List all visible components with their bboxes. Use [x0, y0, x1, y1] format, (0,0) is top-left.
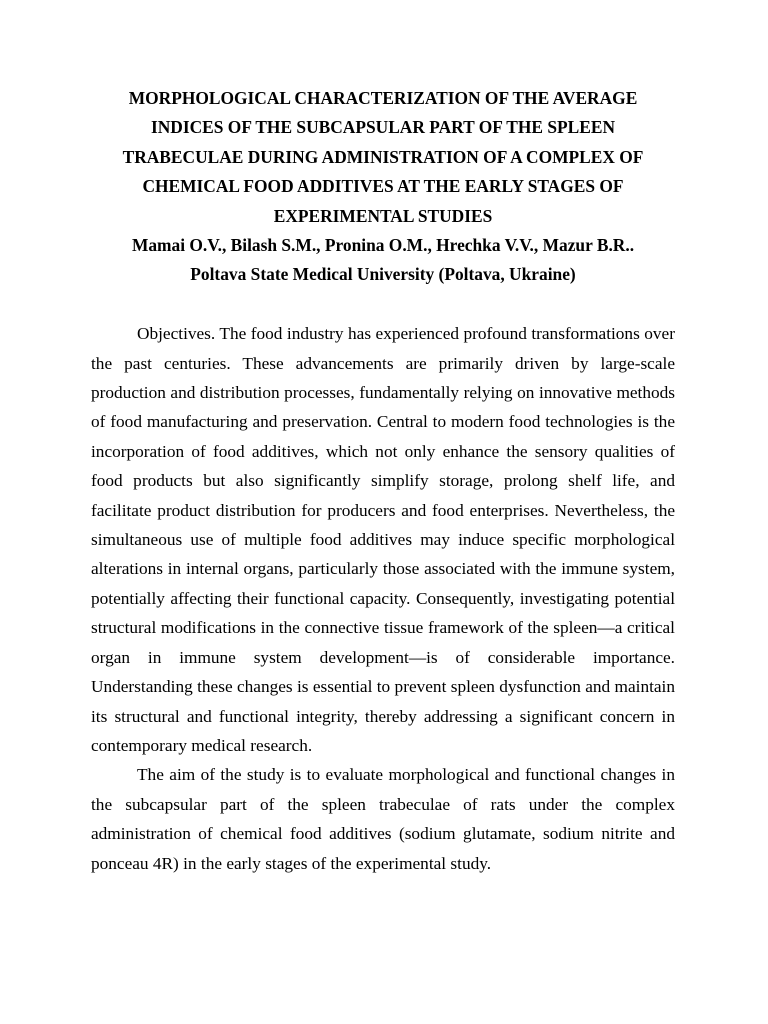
title-line: EXPERIMENTAL STUDIES	[273, 205, 493, 226]
document-page	[91, 84, 675, 878]
title-line: INDICES OF THE SUBCAPSULAR PART OF THE SPLEEN	[150, 117, 616, 138]
title-line: CHEMICAL FOOD ADDITIVES AT THE EARLY STAGES OF	[142, 176, 624, 197]
abstract-body	[91, 319, 675, 878]
title-line: MORPHOLOGICAL CHARACTERIZATION OF THE AVERAGE	[128, 88, 638, 108]
affiliation-line: Poltava State Medical University (Poltava, Ukraine)	[190, 264, 576, 285]
paper-title	[91, 84, 675, 231]
paragraph-objectives: Objectives. The food industry has experienced profound transformations over the past centuries. These advancements are primarily driven by large-scale production and distribution processes, fundamentally relying on innovative methods of food manufacturing and preservation. Central to modern food technologies is the incorporation of food additives, which not only enhance the sensory qualities of food products but also significantly simplify storage, prolong shelf life, and facilitate product distribution for producers and food enterprises. Nevertheless, the simultaneous use of multiple food additives may induce specific morphological alterations in internal organs, particularly those associated with the immune system, potentially affecting their functional capacity. Consequently, investigating potential structural modifications in the connective tissue framework of the spleen—a critical organ in immune system development—is of considerable importance. Understanding these changes is essential to prevent spleen dysfunction and maintain its structural and functional integrity, thereby addressing a significant concern in contemporary medical research.	[91, 324, 675, 755]
authors-line: Mamai O.V., Bilash S.M., Pronina O.M., Hrechka V.V., Mazur B.R..	[131, 235, 635, 256]
title-line: TRABECULAE DURING ADMINISTRATION OF A COMPLEX OF	[122, 146, 644, 167]
paragraph-aim: The aim of the study is to evaluate morphological and functional changes in the subcapsular part of the spleen trabeculae of rats under the complex administration of chemical food additives (sodium glutamate, sodium nitrite and ponceau 4R) in the early stages of the experimental study.	[91, 765, 675, 873]
